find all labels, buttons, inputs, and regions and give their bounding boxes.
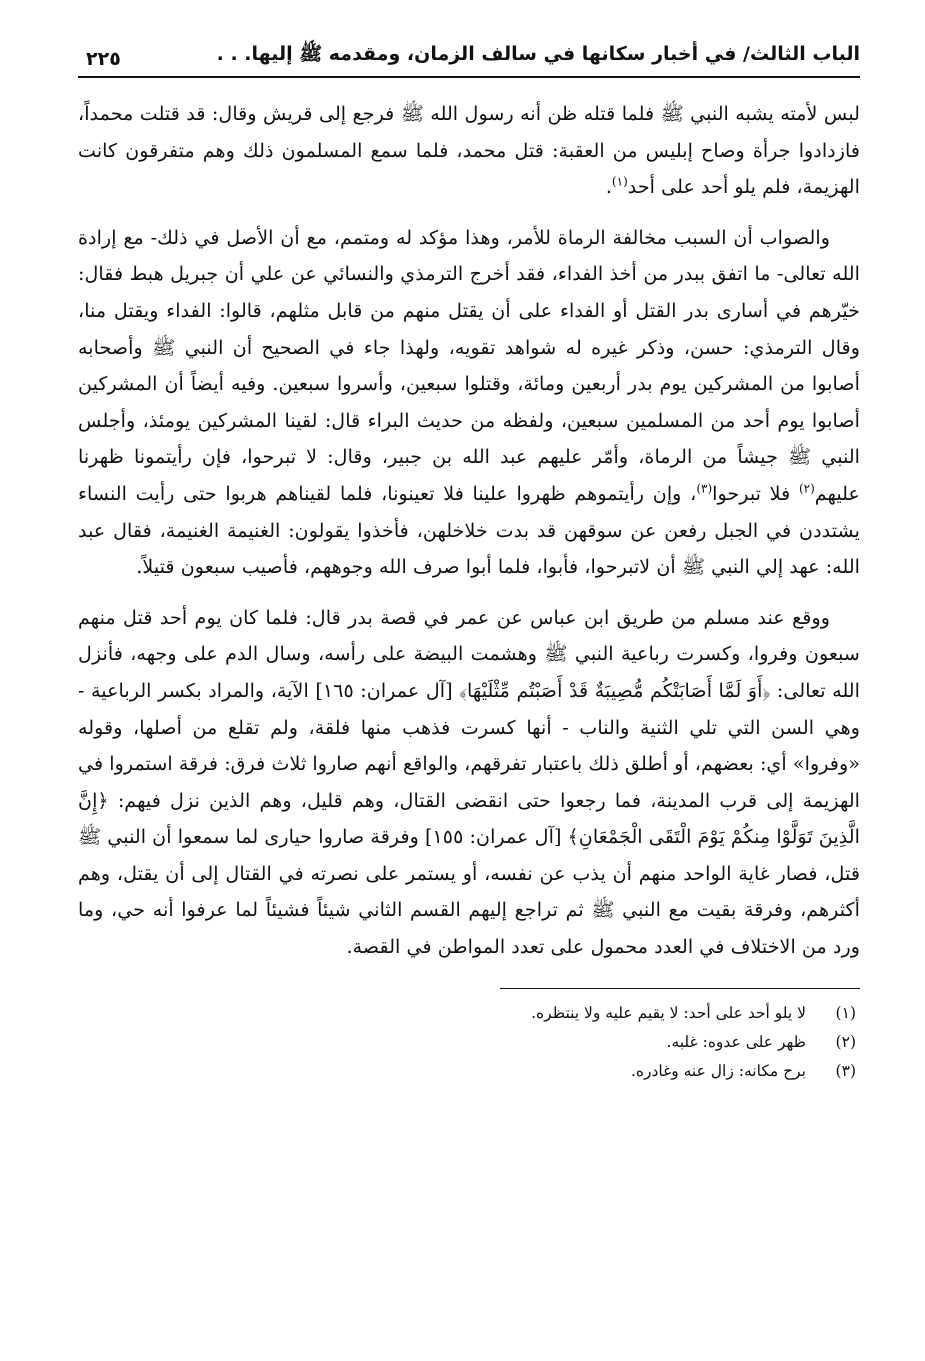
footnote-number: (٢)	[835, 1032, 856, 1051]
footnote-reference: (٢)	[798, 481, 815, 496]
footnote-text: ظهر على عدوه: غلبه.	[666, 1032, 806, 1051]
text-segment: لبس لأمته يشبه النبي ﷺ فلما قتله ظن أنه رسول الله ﷺ فرجع إلى قريش وقال: قد قتلت محمداً، فازدادوا جرأة وصاح إبليس من العقبة: قتل محمد، فلما سمع المسلمون ذلك وهم متفرقون كانت الهزيمة، فلم يلو أحد على أحد	[78, 102, 860, 199]
chapter-title: الباب الثالث/ في أخبار سكانها في سالف الزمان، ومقدمه ﷺ إليها. . .	[216, 43, 860, 65]
footnote-text: لا يلو أحد على أحد: لا يقيم عليه ولا ينتظره.	[531, 1003, 806, 1022]
main-text	[78, 96, 860, 966]
footnotes	[78, 999, 860, 1086]
footnote-item	[78, 1028, 860, 1057]
footnote-number: (١)	[835, 1003, 856, 1022]
footnote-item	[78, 1057, 860, 1086]
footnote-reference: (١)	[611, 174, 628, 189]
paragraph	[78, 600, 860, 966]
text-segment: ، وإن رأيتموهم ظهروا علينا فلا تعينونا، فلما لقيناهم هربوا حتى رأيت النساء يشتددن في الجبل رفعن عن سوقهن قد بدت خلاخلهن، فأخذوا يقولون: الغنيمة الغنيمة، فقال عبد الله: عهد إلي النبي ﷺ أن لاتبرحوا، فأبوا، فلما أبوا صرف الله وجوههم، فأصيب سبعون قتيلاً.	[78, 481, 860, 579]
footnote-number: (٣)	[835, 1061, 856, 1080]
paragraph	[78, 96, 860, 206]
text-segment: فلا تبرحوا	[712, 481, 799, 505]
paragraph	[78, 220, 860, 586]
footnote-divider	[500, 988, 860, 989]
page-number: ٢٢٥	[86, 48, 121, 70]
text-segment: .	[605, 175, 612, 199]
book-page	[78, 36, 860, 1336]
text-segment: والصواب أن السبب مخالفة الرماة للأمر، وهذا مؤكد له ومتمم، مع أن الأصل في ذلك- مع إرادة الله تعالى- ما اتفق ببدر من أخذ الفداء، فقد أخرج الترمذي والنسائي عن علي أن جبريل هبط فقال: خيّرهم في أسارى بدر القتل أو الفداء على أن يقتل منهم من قابل مثلهم، قالوا: الفداء ويقتل منا، وقال الترمذي: حسن، وذكر غيره له شواهد تقويه، ولهذا جاء في الصحيح أن النبي ﷺ وأصحابه أصابوا من المشركين يوم بدر أربعين ومائة، وقتلوا سبعين، وأسروا سبعين. وفيه أيضاً أن المشركين أصابوا يوم أحد من المسلمين سبعين، ولفظه من حديث البراء قال: لقينا المشركين يومئذ، وأجلس النبي ﷺ جيشاً من الرماة، وأمّر عليهم عبد الله بن جبير، وقال: لا تبرحوا، فإن رأيتمونا ظهرنا عليهم	[78, 225, 860, 505]
running-header	[78, 36, 860, 78]
footnote-reference: (٣)	[696, 481, 713, 496]
footnote-item	[78, 999, 860, 1028]
footnote-text: برح مكانه: زال عنه وغادره.	[630, 1061, 806, 1080]
text-segment: ووقع عند مسلم من طريق ابن عباس عن عمر في قصة بدر قال: فلما كان يوم أحد قتل منهم سبعون وفروا، وكسرت رباعية النبي ﷺ وهشمت البيضة على رأسه، وسال الدم على وجهه، فأنزل الله تعالى: ﴿أَوَ لَمَّا أَصَابَتْكُم مُّصِيبَةٌ قَدْ أَصَبْتُم مِّثْلَيْهَا﴾ [آل عمران: ١٦٥] الآية، والمراد بكسر الرباعية - وهي السن التي تلي الثنية والناب - أنها كسرت فذهب منها فلقة، ولم تقلع من أصلها، وقوله «وفروا» أي: بعضهم، أو أطلق ذلك باعتبار تفرقهم، والواقع أنهم صاروا ثلاث فرق: فرقة استمروا في الهزيمة إلى قرب المدينة، فما رجعوا حتى انقضى القتال، وهم قليل، وهم الذين نزل فيهم: ﴿إِنَّ الَّذِينَ تَوَلَّوْا مِنكُمْ يَوْمَ الْتَقَى الْجَمْعَانِ﴾ [آل عمران: ١٥٥] وفرقة صاروا حيارى لما سمعوا أن النبي ﷺ قتل، فصار غاية الواحد منهم أن يذب عن نفسه، أو يستمر على نصرته في القتال إلى أن يقتل، وهم أكثرهم، وفرقة بقيت مع النبي ﷺ ثم تراجع إليهم القسم الثاني شيئاً فشيئاً لما عرفوا أنه حي، وما ورد من الاختلاف في العدد محمول على تعدد المواطن في القصة.	[78, 605, 860, 959]
